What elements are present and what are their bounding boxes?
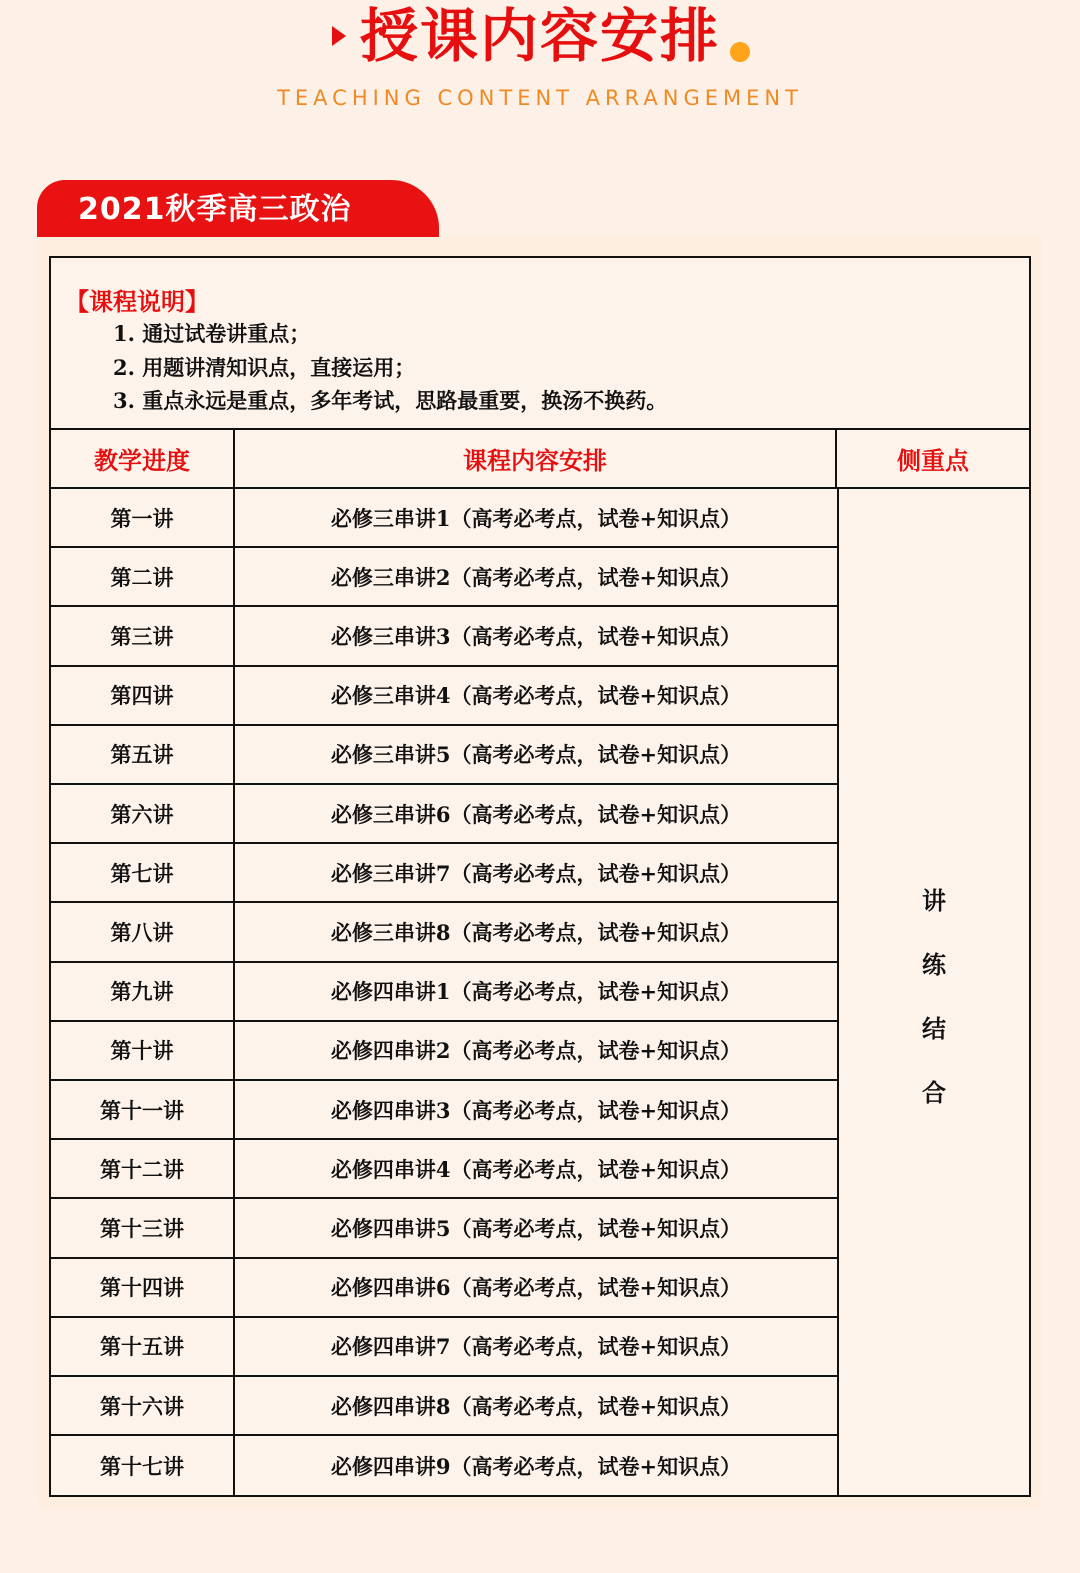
lesson-cell: 第七讲 bbox=[51, 844, 235, 901]
course-description bbox=[51, 258, 1029, 430]
lesson-cell: 第六讲 bbox=[51, 785, 235, 842]
triangle-bullet-icon bbox=[332, 26, 346, 46]
lesson-cell: 第三讲 bbox=[51, 607, 235, 664]
schedule-table bbox=[49, 256, 1031, 1497]
content-cell: 必修四串讲1（高考必考点，试卷+知识点） bbox=[330, 979, 742, 1005]
description-line: 3. 重点永远是重点，多年考试，思路最重要，换汤不换药。 bbox=[113, 388, 668, 413]
content-cell: 必修四串讲3（高考必考点，试卷+知识点） bbox=[330, 1097, 742, 1123]
header-content: 课程内容安排 bbox=[235, 430, 837, 489]
lesson-cell: 第五讲 bbox=[51, 726, 235, 783]
content-cell: 必修三串讲3（高考必考点，试卷+知识点） bbox=[330, 624, 742, 650]
table-row bbox=[51, 785, 837, 844]
table-row bbox=[51, 1022, 837, 1081]
orange-dot-icon bbox=[730, 42, 750, 62]
page-subtitle: TEACHING CONTENT ARRANGEMENT bbox=[277, 86, 803, 110]
lesson-cell: 第九讲 bbox=[51, 963, 235, 1020]
content-cell: 必修四串讲5（高考必考点，试卷+知识点） bbox=[330, 1216, 742, 1242]
focus-char: 练 bbox=[922, 950, 946, 979]
content-cell: 必修四串讲4（高考必考点，试卷+知识点） bbox=[330, 1156, 742, 1182]
table-row bbox=[51, 489, 837, 548]
content-cell: 必修四串讲9（高考必考点，试卷+知识点） bbox=[330, 1453, 742, 1479]
description-title: 【课程说明】 bbox=[65, 287, 209, 316]
focus-char: 讲 bbox=[922, 886, 946, 915]
table-row bbox=[51, 1140, 837, 1199]
description-line: 1. 通过试卷讲重点； bbox=[113, 321, 311, 346]
page-header bbox=[0, 0, 1080, 120]
header-progress: 教学进度 bbox=[51, 430, 235, 489]
table-row bbox=[51, 548, 837, 607]
focus-char: 合 bbox=[922, 1078, 946, 1107]
content-cell: 必修四串讲7（高考必考点，试卷+知识点） bbox=[330, 1334, 742, 1360]
content-cell: 必修三串讲7（高考必考点，试卷+知识点） bbox=[330, 860, 742, 886]
content-cell: 必修四串讲6（高考必考点，试卷+知识点） bbox=[330, 1275, 742, 1301]
table-row bbox=[51, 1081, 837, 1140]
page-title bbox=[359, 2, 720, 70]
table-row bbox=[51, 1436, 837, 1495]
focus-cell bbox=[837, 489, 1029, 1495]
course-tab-label: 2021秋季高三政治 bbox=[78, 192, 352, 227]
content-cell: 必修三串讲1（高考必考点，试卷+知识点） bbox=[330, 505, 742, 531]
content-cell: 必修三串讲8（高考必考点，试卷+知识点） bbox=[330, 920, 742, 946]
lesson-cell: 第四讲 bbox=[51, 667, 235, 724]
table-row bbox=[51, 963, 837, 1022]
description-line: 2. 用题讲清知识点，直接运用； bbox=[113, 355, 416, 380]
table-row bbox=[51, 667, 837, 726]
table-row bbox=[51, 844, 837, 903]
lesson-cell: 第十七讲 bbox=[51, 1436, 235, 1495]
lesson-cell: 第十四讲 bbox=[51, 1259, 235, 1316]
lesson-cell: 第十二讲 bbox=[51, 1140, 235, 1197]
lesson-cell: 第十一讲 bbox=[51, 1081, 235, 1138]
content-cell: 必修三串讲5（高考必考点，试卷+知识点） bbox=[330, 742, 742, 768]
table-row bbox=[51, 1259, 837, 1318]
lesson-cell: 第八讲 bbox=[51, 903, 235, 960]
page-title-text: 授课内容安排 bbox=[359, 2, 720, 70]
table-row bbox=[51, 1318, 837, 1377]
content-cell: 必修四串讲2（高考必考点，试卷+知识点） bbox=[330, 1038, 742, 1064]
table-row bbox=[51, 1377, 837, 1436]
lesson-cell: 第一讲 bbox=[51, 489, 235, 546]
table-row bbox=[51, 1199, 837, 1258]
header-focus: 侧重点 bbox=[837, 430, 1029, 489]
table-row bbox=[51, 607, 837, 666]
lesson-cell: 第十六讲 bbox=[51, 1377, 235, 1434]
lesson-cell: 第二讲 bbox=[51, 548, 235, 605]
table-row bbox=[51, 726, 837, 785]
content-cell: 必修三串讲2（高考必考点，试卷+知识点） bbox=[330, 564, 742, 590]
lesson-cell: 第十三讲 bbox=[51, 1199, 235, 1256]
content-cell: 必修三串讲6（高考必考点，试卷+知识点） bbox=[330, 801, 742, 827]
table-body bbox=[51, 489, 837, 1495]
lesson-cell: 第十讲 bbox=[51, 1022, 235, 1079]
focus-char: 结 bbox=[922, 1014, 946, 1043]
content-cell: 必修三串讲4（高考必考点，试卷+知识点） bbox=[330, 683, 742, 709]
content-cell: 必修四串讲8（高考必考点，试卷+知识点） bbox=[330, 1393, 742, 1419]
title-wrap bbox=[0, 2, 1080, 70]
lesson-cell: 第十五讲 bbox=[51, 1318, 235, 1375]
table-row bbox=[51, 903, 837, 962]
